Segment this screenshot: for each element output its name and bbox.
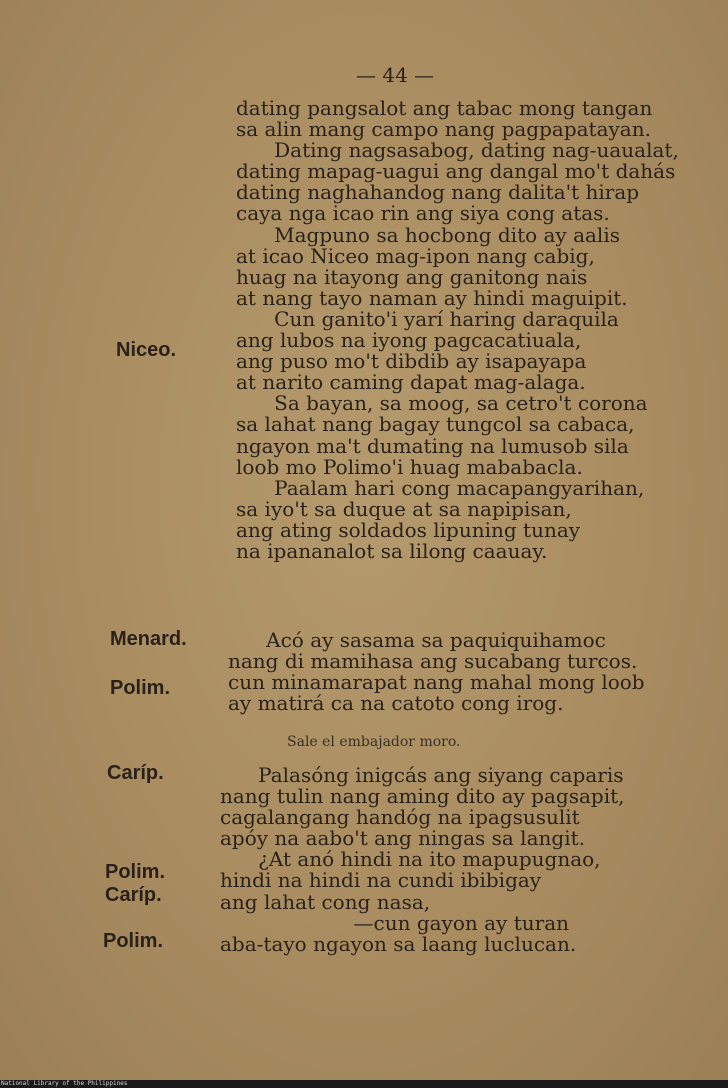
- verse-line: Acó ay sasama sa paquiquihamoc: [228, 628, 606, 652]
- verse-line: cagalangang handóg na ipagsusulit: [220, 805, 580, 830]
- verse-line: Dating nagsasabog, dating nag-uaualat,: [236, 138, 679, 163]
- verse-block-3: [220, 765, 625, 955]
- verse-line: ay matirá ca na catoto cong irog.: [228, 691, 564, 716]
- verse-line: aba-tayo ngayon sa laang luclucan.: [220, 931, 577, 956]
- verse-line: sa alin mang campo nang pagpapatayan.: [236, 117, 651, 142]
- verse-line: —cun gayon ay turan: [220, 910, 569, 935]
- verse-line: at icao Niceo mag-ipon nang cabig,: [236, 243, 595, 268]
- speaker-carip: Caríp.: [107, 762, 164, 784]
- verse-block-1: [236, 98, 679, 562]
- verse-line: Sa bayan, sa moog, sa cetro't corona: [236, 391, 648, 416]
- verse-line: Palasóng inigcás ang siyang caparis: [220, 763, 624, 787]
- verse-line: ¿At anó hindi na ito mapupugnao,: [220, 847, 601, 872]
- speaker-carip: Caríp.: [105, 884, 162, 906]
- verse-line: Cun ganito'i yarí haring daraquila: [236, 306, 619, 331]
- verse-line: Paalam hari cong macapangyarihan,: [236, 475, 645, 500]
- verse-line: ang lubos na iyong pagcacatiuala,: [236, 328, 582, 353]
- verse-line: loob mo Polimo'i huag mababacla.: [236, 454, 583, 479]
- verse-line: ngayon ma't dumating na lumusob sila: [236, 433, 629, 458]
- verse-line: ang ating soldados lipuning tunay: [236, 517, 581, 542]
- speaker-polim: Polim.: [110, 677, 171, 699]
- verse-line: nang di mamihasa ang sucabang turcos.: [228, 649, 638, 674]
- verse-line: cun minamarapat nang mahal mong loob: [228, 670, 645, 695]
- speaker-menard: Menard.: [110, 628, 187, 650]
- verse-line: ang puso mo't dibdib ay isapayapa: [236, 349, 587, 374]
- verse-line: at narito caming dapat mag-alaga.: [236, 370, 586, 395]
- speaker-polim: Polim.: [105, 861, 166, 883]
- verse-line: nang tulin nang aming dito ay pagsapit,: [220, 784, 625, 809]
- stage-direction: Sale el embajador moro.: [287, 734, 461, 750]
- verse-line: huag na itayong ang ganitong nais: [236, 264, 588, 289]
- verse-line: Magpuno sa hocbong dito ay aalis: [236, 222, 620, 247]
- verse-block-2: [228, 630, 645, 714]
- verse-line: apóy na aabo't ang ningas sa langit.: [220, 826, 585, 851]
- footer-credit: National Library of the Philippines: [0, 1080, 728, 1088]
- speaker-polim: Polim.: [103, 930, 164, 952]
- verse-line: dating pangsalot ang tabac mong tangan: [236, 96, 653, 120]
- verse-line: dating naghahandog nang dalita't hirap: [236, 180, 640, 205]
- verse-line: dating mapag-uagui ang dangal mo't dahás: [236, 159, 676, 184]
- verse-line: caya nga icao rin ang siya cong atas.: [236, 201, 610, 226]
- verse-line: hindi na hindi na cundi ibibigay: [220, 868, 542, 893]
- page-number: — 44 —: [356, 63, 435, 87]
- verse-line: sa lahat nang bagay tungcol sa cabaca,: [236, 412, 635, 437]
- verse-line: sa iyo't sa duque at sa napipisan,: [236, 496, 572, 521]
- speaker-niceo: Niceo.: [116, 339, 177, 361]
- verse-line: ang lahat cong nasa,: [220, 889, 431, 914]
- verse-line: at nang tayo naman ay hindi maguipit.: [236, 285, 628, 310]
- verse-line: na ipananalot sa lilong caauay.: [236, 538, 548, 563]
